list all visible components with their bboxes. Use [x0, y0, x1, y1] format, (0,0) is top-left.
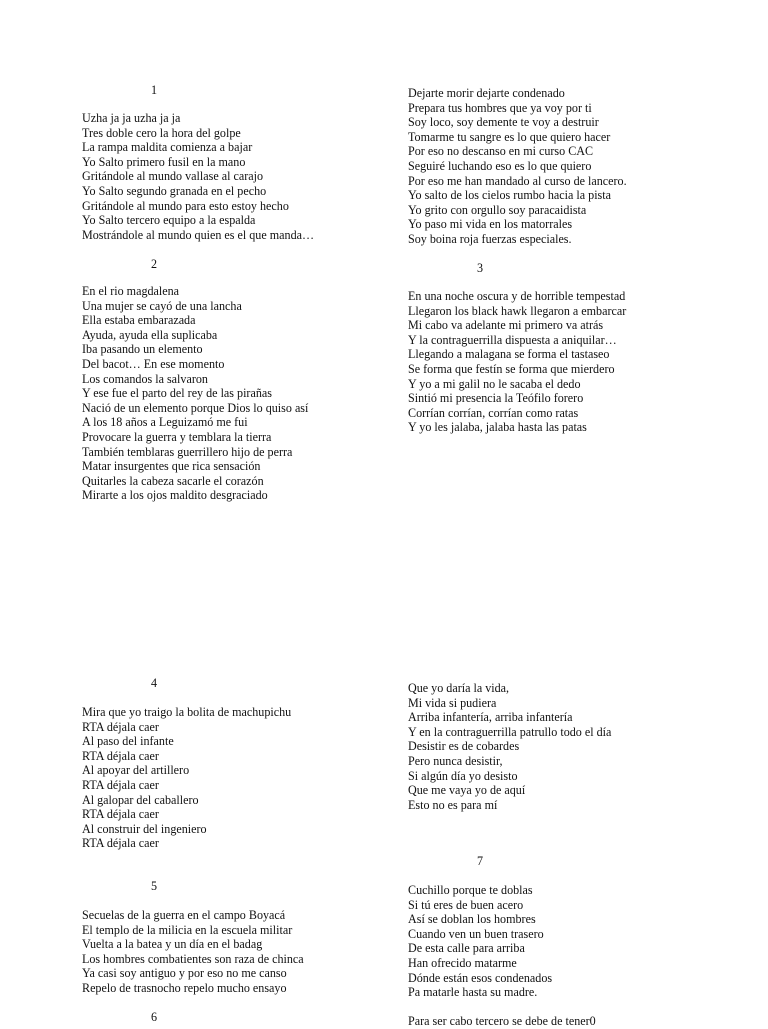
lyric-line: Mirarte a los ojos maldito desgraciado [82, 488, 268, 503]
lyric-line: Quitarles la cabeza sacarle el corazón [82, 473, 264, 488]
song-number-6: 6 [150, 1010, 158, 1024]
lyric-line: La rampa maldita comienza a bajar [82, 140, 253, 155]
lyric-line: Secuelas de la guerra en el campo Boyacá [82, 908, 286, 922]
lyric-line: Mostrándole al mundo quien es el que manda… [82, 227, 315, 242]
lyric-line: Provocare la guerra y temblara la tierra [82, 429, 272, 444]
lyric-line: Al apoyar del artillero [82, 763, 190, 778]
lyric-line: De esta calle para arriba [408, 941, 525, 956]
lyric-line: Los hombres combatientes son raza de chinca [82, 951, 304, 966]
lyric-line: Del bacot… En ese momento [82, 356, 225, 371]
lyric-line: Y en la contraguerrilla patrullo todo el día [408, 724, 612, 739]
lyric-line: Tomarme tu sangre es lo que quiero hacer [408, 129, 611, 144]
lyric-line: RTA déjala caer [82, 748, 159, 763]
song-3-lyrics [408, 289, 626, 435]
lyric-line: Al galopar del caballero [82, 792, 199, 807]
lyric-line: Yo Salto tercero equipo a la espalda [82, 213, 256, 228]
lyric-line: Han ofrecido matarme [408, 955, 517, 970]
lyric-line: A los 18 años a Leguizamó me fui [82, 415, 248, 430]
lyric-line: Desistir es de cobardes [408, 739, 520, 754]
lyric-line: Vuelta a la batea y un día en el badag [82, 937, 263, 952]
lyric-line: Esto no es para mí [408, 797, 498, 812]
lyric-line: Ya casi soy antiguo y por eso no me canso [82, 966, 287, 981]
lyric-line: RTA déjala caer [82, 777, 159, 792]
song-4-lyrics [82, 705, 291, 851]
lyric-line: Así se doblan los hombres [408, 912, 536, 927]
lyric-line: Dejarte morir dejarte condenado [408, 86, 565, 100]
song-number-1: 1 [150, 83, 158, 97]
lyric-line: Si algún día yo desisto [408, 768, 518, 783]
lyric-line: Dónde están esos condenados [408, 970, 553, 985]
song-number-3: 3 [476, 261, 484, 275]
lyric-line: Y yo les jalaba, jalaba hasta las patas [408, 420, 587, 435]
song-number-2: 2 [150, 257, 158, 271]
lyric-line: Por eso no descanso en mi curso CAC [408, 144, 594, 159]
lyric-line: Yo paso mi vida en los matorrales [408, 217, 573, 232]
song-4-continuation-lyrics [408, 681, 611, 812]
lyric-line: Una mujer se cayó de una lancha [82, 298, 242, 313]
lyric-line: Uzha ja ja uzha ja ja [82, 111, 181, 125]
lyric-line: Llegaron los black hawk llegaron a embarcar [408, 303, 627, 318]
lyric-line: Y la contraguerrilla dispuesta a aniquilar… [408, 332, 617, 347]
lyric-line: Que me vaya yo de aquí [408, 783, 526, 798]
lyric-line: Llegando a malagana se forma el tastaseo [408, 347, 610, 362]
lyric-line: Pero nunca desistir, [408, 753, 503, 768]
lyric-line: En el rio magdalena [82, 284, 180, 298]
lyric-line: Ella estaba embarazada [82, 313, 196, 328]
song-1-lyrics [82, 111, 314, 242]
lyric-line: Seguiré luchando eso es lo que quiero [408, 158, 592, 173]
lyric-line: Por eso me han mandado al curso de lancero. [408, 173, 627, 188]
song-5-lyrics [82, 908, 304, 996]
lyric-line: Soy boina roja fuerzas especiales. [408, 231, 572, 246]
lyric-line: El templo de la milicia en la escuela militar [82, 922, 293, 937]
lyric-line: Repelo de trasnocho repelo mucho ensayo [82, 980, 287, 995]
lyric-line: RTA déjala caer [82, 836, 159, 851]
lyric-line: Al paso del infante [82, 734, 174, 749]
lyric-line: Yo Salto segundo granada en el pecho [82, 183, 267, 198]
lyric-line: Mi cabo va adelante mi primero va atrás [408, 318, 604, 333]
lyric-line: Si tú eres de buen acero [408, 897, 524, 912]
lyric-line: Al construir del ingeniero [82, 821, 207, 836]
lyric-line: Mi vida si pudiera [408, 695, 497, 710]
lyric-line: En una noche oscura y de horrible tempestad [408, 289, 626, 303]
lyric-line: Corrían corrían, corrían como ratas [408, 405, 579, 420]
lyric-line: Que yo daría la vida, [408, 681, 510, 695]
lyric-line: Soy loco, soy demente te voy a destruir [408, 115, 599, 130]
lyric-line: Nació de un elemento porque Dios lo quiso así [82, 400, 309, 415]
lyric-line: También temblaras guerrillero hijo de perra [82, 444, 293, 459]
lyric-line: Matar insurgentes que rica sensación [82, 459, 261, 474]
lyric-line: Sintió mi presencia la Teófilo forero [408, 391, 584, 406]
song-number-7: 7 [476, 854, 484, 868]
lyric-line: Yo grito con orgullo soy paracaidista [408, 202, 587, 217]
lyric-line: Mira que yo traigo la bolita de machupichu [82, 705, 292, 719]
song-number-4: 4 [150, 676, 158, 690]
lyric-line: Para ser cabo tercero se debe de tener0 [408, 1014, 596, 1029]
lyric-line: Prepara tus hombres que ya voy por ti [408, 100, 592, 115]
lyric-line: RTA déjala caer [82, 807, 159, 822]
lyric-line: Gritándole al mundo para esto estoy hecho [82, 198, 289, 213]
lyric-line: Se forma que festín se forma que mierdero [408, 361, 615, 376]
lyric-line: Ayuda, ayuda ella suplicaba [82, 327, 218, 342]
lyric-line: Cuando ven un buen trasero [408, 926, 544, 941]
lyric-line: Y yo a mi galil no le sacaba el dedo [408, 376, 581, 391]
lyric-line: Los comandos la salvaron [82, 371, 208, 386]
lyric-line: Arriba infantería, arriba infantería [408, 710, 573, 725]
lyric-line: Iba pasando un elemento [82, 342, 203, 357]
song-1-continuation-lyrics [408, 86, 627, 247]
lyric-line: Yo Salto primero fusil en la mano [82, 154, 246, 169]
lyric-line: RTA déjala caer [82, 719, 159, 734]
song-number-5: 5 [150, 879, 158, 893]
lyric-line: Gritándole al mundo vallase al carajo [82, 169, 263, 184]
song-2-lyrics [82, 284, 308, 503]
song-7-lyrics [408, 883, 596, 1029]
lyric-line: Cuchillo porque te doblas [408, 883, 533, 897]
lyric-line: Pa matarle hasta su madre. [408, 985, 538, 1000]
lyric-line: Y ese fue el parto del rey de las pirañas [82, 386, 272, 401]
lyric-line: Tres doble cero la hora del golpe [82, 125, 241, 140]
lyric-line: Yo salto de los cielos rumbo hacia la pista [408, 188, 611, 203]
lyric-line [408, 1000, 596, 1015]
